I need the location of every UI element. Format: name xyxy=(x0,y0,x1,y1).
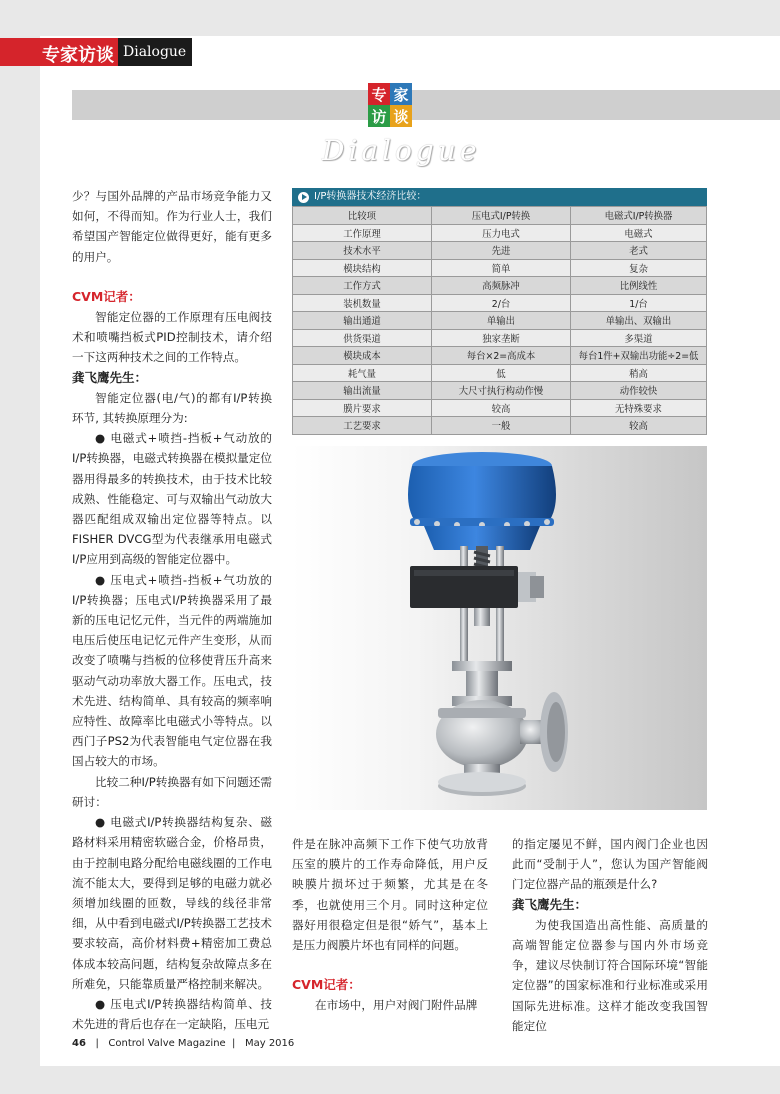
table-cell: 动作较快 xyxy=(571,382,707,400)
speaker-label: 龚飞鹰先生： xyxy=(512,896,588,912)
body-paragraph: ● 压电式+喷挡-挡板+气功放的I/P转换器；压电式I/P转换器采用了最新的压电记忆元件，当元件的两端施加电压后使压电记忆元件产生变形，从而改变了喷嘴与挡板的位移使背压升高来驱动气动功率放大器工作。压电式，技术先进、结构简单、具有较高的频率响应特性、故障率比电磁式小等特点。以西门子PS2为代表智能电气定位器在我国占较大的市场。 xyxy=(72,572,272,769)
table-cell: 1/台 xyxy=(571,294,707,312)
paragraph-gap xyxy=(292,955,488,975)
table-row xyxy=(293,347,707,365)
logo-char: 专 xyxy=(368,83,390,105)
table-cell: 低 xyxy=(432,364,571,382)
table-cell: 简单 xyxy=(432,259,571,277)
body-paragraph: 智能定位器(电/气)的都有I/P转换环节, 其转换原理分为: xyxy=(72,390,272,426)
dialogue-logo xyxy=(368,83,412,127)
table-cell: 压力电式 xyxy=(432,224,571,242)
body-paragraph: 在市场中，用户对阀门附件品牌 xyxy=(315,998,478,1013)
logo-char: 访 xyxy=(368,105,390,127)
table-cell: 工作原理 xyxy=(293,224,432,242)
table-cell: 装机数量 xyxy=(293,294,432,312)
table-cell: 电磁式I/P转换器 xyxy=(571,207,707,225)
table-title-text: I/P转换器技术经济比较： xyxy=(314,191,427,202)
table-cell: 输出通道 xyxy=(293,312,432,330)
table-cell: 无特殊要求 xyxy=(571,399,707,417)
table-row xyxy=(293,417,707,435)
valve-photo xyxy=(292,446,707,810)
table-cell: 老式 xyxy=(571,242,707,260)
table-cell: 先进 xyxy=(432,242,571,260)
body-paragraph: 的指定屡见不鲜，国内阀门企业也因此而“受制于人”，您认为国产智能阀门定位器产品的瓶颈是什么? xyxy=(512,837,708,892)
body-paragraph: 比较二种I/P转换器有如下问题还需研讨： xyxy=(72,774,272,809)
table-row xyxy=(293,224,707,242)
body-paragraph: 少？与国外品牌的产品市场竞争能力又如何，不得而知。作为行业人士，我们希望国产智能定位做得更好，能有更多的用户。 xyxy=(72,189,272,264)
table-cell: 电磁式 xyxy=(571,224,707,242)
section-title-cn: 专家访谈 xyxy=(38,38,118,66)
table-title xyxy=(292,188,707,206)
body-paragraph: ● 电磁式+喷挡-挡板+气动放的I/P转换器，电磁式转换器在模拟量定位器用得最多的转换技术，由于技术比较成熟、性能稳定、可与双输出气动放大器匹配组成双输出定位器等特点。以FISHER DVCG型为代表继承用电磁式I/P应用到高级的智能定位器中。 xyxy=(72,431,272,567)
middle-column xyxy=(292,834,488,1016)
page-number: 46 xyxy=(72,1038,86,1049)
table-cell: 2/台 xyxy=(432,294,571,312)
play-arrow-icon xyxy=(298,192,309,203)
table-cell: 模块结构 xyxy=(293,259,432,277)
table-cell: 供货渠道 xyxy=(293,329,432,347)
table-row xyxy=(293,207,707,225)
interviewer-label: CVM记者： xyxy=(292,977,361,993)
table-cell: 膜片要求 xyxy=(293,399,432,417)
section-title-en: Dialogue xyxy=(118,38,192,66)
left-column xyxy=(72,186,272,1034)
table-row xyxy=(293,312,707,330)
table-cell: 压电式I/P转换 xyxy=(432,207,571,225)
table-cell: 模块成本 xyxy=(293,347,432,365)
body-paragraph: ● 电磁式I/P转换器结构复杂、磁路材料采用精密软磁合金，价格昂贵，由于控制电路分配给电磁线圈的工作电流不能太大，要得到足够的电磁力就必须增加线圈的匝数，导线的线径非常细，从中看到电磁式I/P转换器工艺技术要求较高，高价材料费+精密加工费总体成本较高问题，结构复杂故障点多在所难免，只能靠质量严格控制来解决。 xyxy=(72,815,272,991)
table-cell: 一般 xyxy=(432,417,571,435)
table-cell: 单输出 xyxy=(432,312,571,330)
table-row xyxy=(293,259,707,277)
table-row xyxy=(293,382,707,400)
body-paragraph: 智能定位器的工作原理有压电阀技术和喷嘴挡板式PID控制技术，请介绍一下这两种技术之间的工作特点。 xyxy=(72,310,272,365)
body-paragraph: 为使我国造出高性能、高质量的高端智能定位器参与国内外市场竞争，建议尽快制订符合国际环境“智能定位器”的国家标准和行业标准或采用国际先进标准。这样才能改变我国智能定位 xyxy=(512,917,708,1033)
footer-sep: | xyxy=(89,1038,106,1049)
table-row xyxy=(293,242,707,260)
table-row xyxy=(293,277,707,295)
table-cell: 每台×2=高成本 xyxy=(432,347,571,365)
table-cell: 复杂 xyxy=(571,259,707,277)
table-cell: 比较项 xyxy=(293,207,432,225)
control-valve-illustration xyxy=(292,446,707,810)
table-cell: 技术水平 xyxy=(293,242,432,260)
table-row xyxy=(293,294,707,312)
table-cell: 较高 xyxy=(432,399,571,417)
paragraph-gap xyxy=(72,267,272,287)
section-tag xyxy=(0,38,192,66)
table-cell: 较高 xyxy=(571,417,707,435)
table-cell: 耗气量 xyxy=(293,364,432,382)
logo-char: 家 xyxy=(390,83,412,105)
speaker-label: 龚飞鹰先生： xyxy=(72,369,148,385)
tag-red-bar xyxy=(0,38,38,66)
table-cell: 输出流量 xyxy=(293,382,432,400)
table-cell: 单输出、双输出 xyxy=(571,312,707,330)
body-paragraph: 件是在脉冲高频下工作下使气功放背压室的膜片的工作寿命降低，用户反映膜片损坏过于频繁，尤其是在冬季，也就使用三个月。同时这种定位器好用很稳定但是很“娇气”，基本上是压力阀膜片坏也有同样的问题。 xyxy=(292,837,488,953)
table-cell: 工艺要求 xyxy=(293,417,432,435)
table-cell: 高频脉冲 xyxy=(432,277,571,295)
comparison-table xyxy=(292,188,707,435)
interviewer-label: CVM记者： xyxy=(72,288,141,304)
table-row xyxy=(293,329,707,347)
right-column xyxy=(512,834,708,1036)
table-row xyxy=(293,364,707,382)
dialogue-watermark: Dialogue xyxy=(322,134,481,167)
table-cell: 稍高 xyxy=(571,364,707,382)
table-cell: 大尺寸执行构动作慢 xyxy=(432,382,571,400)
body-paragraph: ● 压电式I/P转换器结构简单、技术先进的背后也存在一定缺陷，压电元 xyxy=(72,996,272,1032)
table-cell: 多渠道 xyxy=(571,329,707,347)
footer-sep: | xyxy=(228,1038,242,1049)
table-cell: 比例线性 xyxy=(571,277,707,295)
header-band xyxy=(72,90,780,120)
page-footer xyxy=(72,1038,294,1049)
table-cell: 每台1件+双输出功能÷2=低 xyxy=(571,347,707,365)
table-cell: 独家垄断 xyxy=(432,329,571,347)
table-cell: 工作方式 xyxy=(293,277,432,295)
magazine-name: Control Valve Magazine xyxy=(108,1038,226,1049)
issue-date: May 2016 xyxy=(244,1038,295,1049)
table-row xyxy=(293,399,707,417)
logo-char: 谈 xyxy=(390,105,412,127)
